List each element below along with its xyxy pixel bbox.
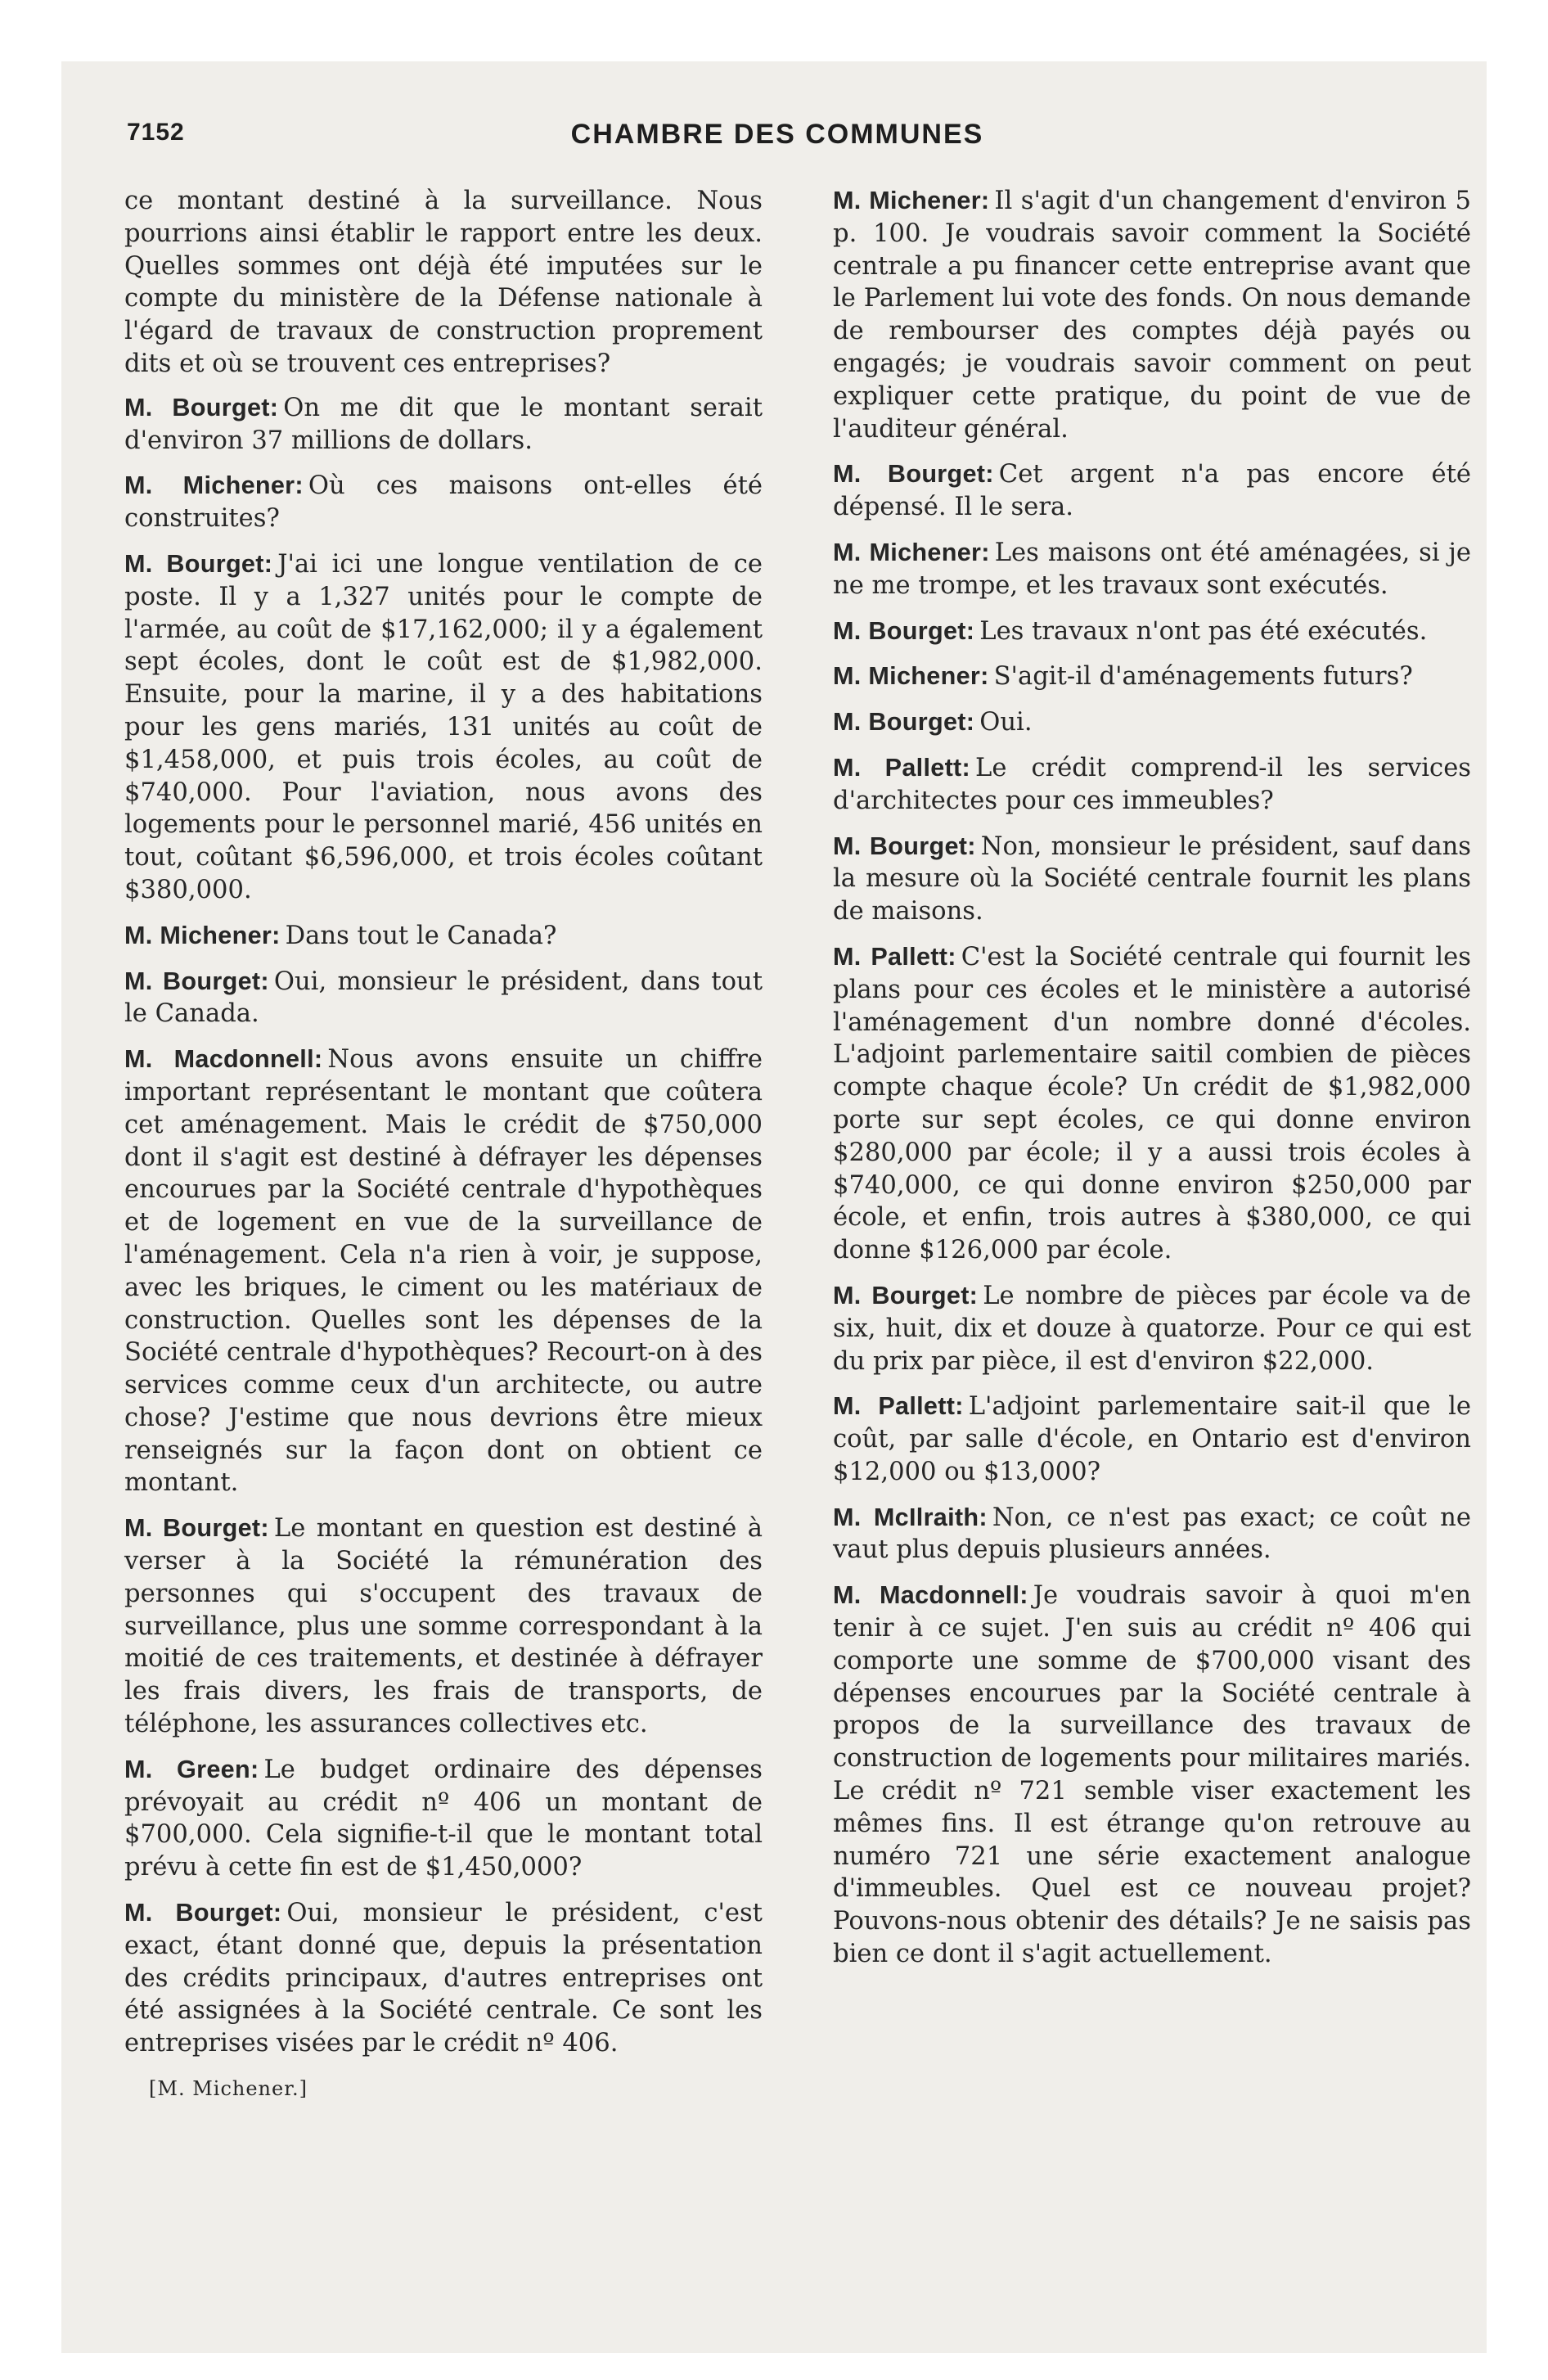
paragraph-text: ce montant destiné à la surveillance. Nous pourrions ainsi établir le rapport entre les deux. Quelles sommes ont déjà été imputées sur le compte du ministère de la Défense nationale à l'égard de travaux de construction proprement dits et où se trouvent ces entreprises?: [124, 187, 763, 378]
paragraph-text: Je voudrais savoir à quoi m'en tenir à ce sujet. J'en suis au crédit nº 406 qui comporte une somme de $700,000 visant des dépenses encourues par la Société centrale à propos de la surveillance des travaux de construction de logements pour militaires mariés. Le crédit nº 721 semble viser exactement les mêmes fins. Il est étrange qu'on retrouve au numéro 721 une série exactement analogue d'immeubles. Quel est ce nouveau projet? Pouvons-nous obtenir des détails? Je ne saisis pas bien ce dont il s'agit actuellement.: [833, 1581, 1471, 1969]
paragraph: [833, 615, 1471, 648]
paragraph: [833, 706, 1471, 739]
paragraph: [124, 185, 763, 381]
paragraph-text: S'agit-il d'aménagements futurs?: [993, 662, 1413, 692]
paragraph: [833, 1502, 1471, 1567]
paragraph-text: Oui, monsieur le président, c'est exact, étant donné que, depuis la présentation des crédits principaux, d'autres entreprises ont été assignées à la Société centrale. Ce sont les entreprises visées par le crédit nº 406.: [124, 1899, 763, 2058]
speaker-name: M. Michener:: [833, 662, 989, 691]
paragraph: [833, 1391, 1471, 1488]
paragraph-text: J'ai ici une longue ventilation de ce poste. Il y a 1,327 unités pour le compte de l'armée, au coût de $17,162,000; il y a également sept écoles, dont le coût est de $1,982,000. Ensuite, pour la marine, il y a des habitations pour les gens mariés, 131 unités au coût de $1,458,000, et puis trois écoles, au coût de $740,000. Pour l'aviation, nous avons des logements pour le personnel marié, 456 unités en tout, coûtant $6,596,000, et trois écoles coûtant $380,000.: [124, 549, 763, 904]
paragraph: [124, 966, 763, 1031]
paragraph: [124, 392, 763, 458]
speaker-name: M. Michener:: [833, 187, 990, 214]
paragraph: [833, 941, 1471, 1267]
paragraph: [833, 185, 1471, 445]
paragraph: [124, 920, 763, 953]
speaker-name: M. Bourget:: [124, 1899, 282, 1927]
page-header: [127, 119, 1428, 160]
paragraph-text: Le nombre de pièces par école va de six, huit, dix et douze à quatorze. Pour ce qui est du prix par pièce, il est d'environ $22,000.: [833, 1281, 1471, 1376]
paragraph-text: Il s'agit d'un changement d'environ 5 p. 100. Je voudrais savoir comment la Société centrale a pu financer cette entreprise avant que le Parlement lui vote des fonds. On nous demande de rembourser des comptes déjà payés ou engagés; je voudrais savoir comment on peut expliquer cette pratique, du point de vue de l'auditeur général.: [833, 187, 1471, 444]
left-column: [124, 185, 763, 2106]
paragraph-text: Les travaux n'ont pas été exécutés.: [979, 616, 1428, 646]
right-column: [833, 185, 1471, 1984]
paragraph-text: C'est la Société centrale qui fournit les plans pour ces écoles et le ministère a autorisé l'aménagement d'un nombre donné d'écoles. L'adjoint parlementaire saitil combien de pièces compte chaque école? Un crédit de $1,982,000 porte sur sept écoles, ce qui donne environ $280,000 par école; il y a aussi trois écoles à $740,000, ce qui donne environ $250,000 par école, et enfin, trois autres à $380,000, ce qui donne $126,000 par école.: [833, 942, 1471, 1265]
speaker-name: M. Pallett:: [833, 753, 971, 782]
paragraph-text: Cet argent n'a pas encore été dépensé. Il le sera.: [833, 460, 1471, 522]
paragraph: [833, 458, 1471, 524]
speaker-name: M. Bourget:: [833, 460, 994, 489]
speaker-name: M. Macdonnell:: [124, 1045, 323, 1074]
speaker-name: M. Pallett:: [833, 942, 956, 971]
speaker-name: M. Bourget:: [124, 967, 269, 995]
speaker-name: M. McIlraith:: [833, 1503, 988, 1531]
paragraph-text: L'adjoint parlementaire sait-il que le coût, par salle d'école, en Ontario est d'environ $12,000 ou $13,000?: [833, 1392, 1471, 1486]
paragraph-text: Le budget ordinaire des dépenses prévoyait au crédit nº 406 un montant de $700,000. Cela signifie-t-il que le montant total prévu à cette fin est de $1,450,000?: [124, 1755, 763, 1882]
speaker-name: M. Bourget:: [124, 393, 279, 421]
speaker-name: M. Bourget:: [124, 549, 273, 578]
paragraph: [833, 1580, 1471, 1971]
paragraph-text: Le montant en question est destiné à verser à la Société la rémunération des personnes qui s'occupent des travaux de surveillance, plus une somme correspondant à la moitié de ces traitements, et destinée à défrayer les frais divers, les frais de transports, de téléphone, les assurances collectives etc.: [124, 1514, 763, 1739]
paragraph-text: Les maisons ont été aménagées, si je ne me trompe, et les travaux sont exécutés.: [833, 538, 1472, 600]
speaker-name: M. Michener:: [833, 538, 990, 566]
paragraph-text: Oui, monsieur le président, dans tout le Canada.: [124, 967, 763, 1029]
speaker-footnote: [M. Michener.]: [149, 2077, 308, 2101]
paragraph-text: On me dit que le montant serait d'environ 37 millions de dollars.: [124, 393, 763, 455]
speaker-name: M. Bourget:: [124, 1514, 269, 1543]
paragraph: [124, 1754, 763, 1884]
paragraph: [124, 1044, 763, 1499]
speaker-name: M. Bourget:: [833, 616, 975, 645]
speaker-name: M. Macdonnell:: [833, 1581, 1028, 1610]
paragraph: [124, 470, 763, 535]
speaker-name: M. Bourget:: [833, 708, 975, 737]
paragraph: [124, 1512, 763, 1741]
paragraph: [833, 537, 1471, 602]
paragraph: [833, 1280, 1471, 1377]
speaker-name: M. Pallett:: [833, 1392, 964, 1421]
running-title: CHAMBRE DES COMMUNES: [570, 119, 984, 150]
paragraph-text: Nous avons ensuite un chiffre important représentant le montant que coûtera cet aménagement. Mais le crédit de $750,000 dont il s'agit est destiné à défrayer les dépenses encourues par la Société centrale d'hypothèques et de logement en vue de la surveillance de l'aménagement. Cela n'a rien à voir, je suppose, avec les briques, le ciment ou les matériaux de construction. Quelles sont les dépenses de la Société centrale d'hypothèques? Recourt-on à des services comme ceux d'un architecte, ou autre chose? J'estime que nous devrions être mieux renseignés sur la façon dont on obtient ce montant.: [124, 1045, 763, 1498]
paragraph-text: Oui.: [979, 708, 1033, 737]
speaker-name: M. Michener:: [124, 921, 281, 949]
paragraph-text: Où ces maisons ont-elles été construites?: [124, 471, 763, 534]
paragraph: [124, 548, 763, 907]
speaker-name: M. Bourget:: [833, 832, 976, 860]
paragraph: [833, 831, 1471, 928]
speaker-name: M. Green:: [124, 1755, 259, 1783]
page-number: 7152: [127, 119, 185, 146]
speaker-name: M. Bourget:: [833, 1281, 979, 1309]
speaker-name: M. Michener:: [124, 471, 304, 500]
paragraph-text: Non, ce n'est pas exact; ce coût ne vaut plus depuis plusieurs années.: [833, 1503, 1471, 1565]
paragraph: [124, 1897, 763, 2060]
paragraph-text: Dans tout le Canada?: [285, 921, 557, 950]
paragraph-text: Non, monsieur le président, sauf dans la mesure où la Société centrale fournit les plans de maisons.: [833, 832, 1471, 926]
paragraph: [833, 660, 1471, 693]
paragraph: [833, 752, 1471, 818]
paragraph-text: Le crédit comprend-il les services d'architectes pour ces immeubles?: [833, 753, 1471, 815]
